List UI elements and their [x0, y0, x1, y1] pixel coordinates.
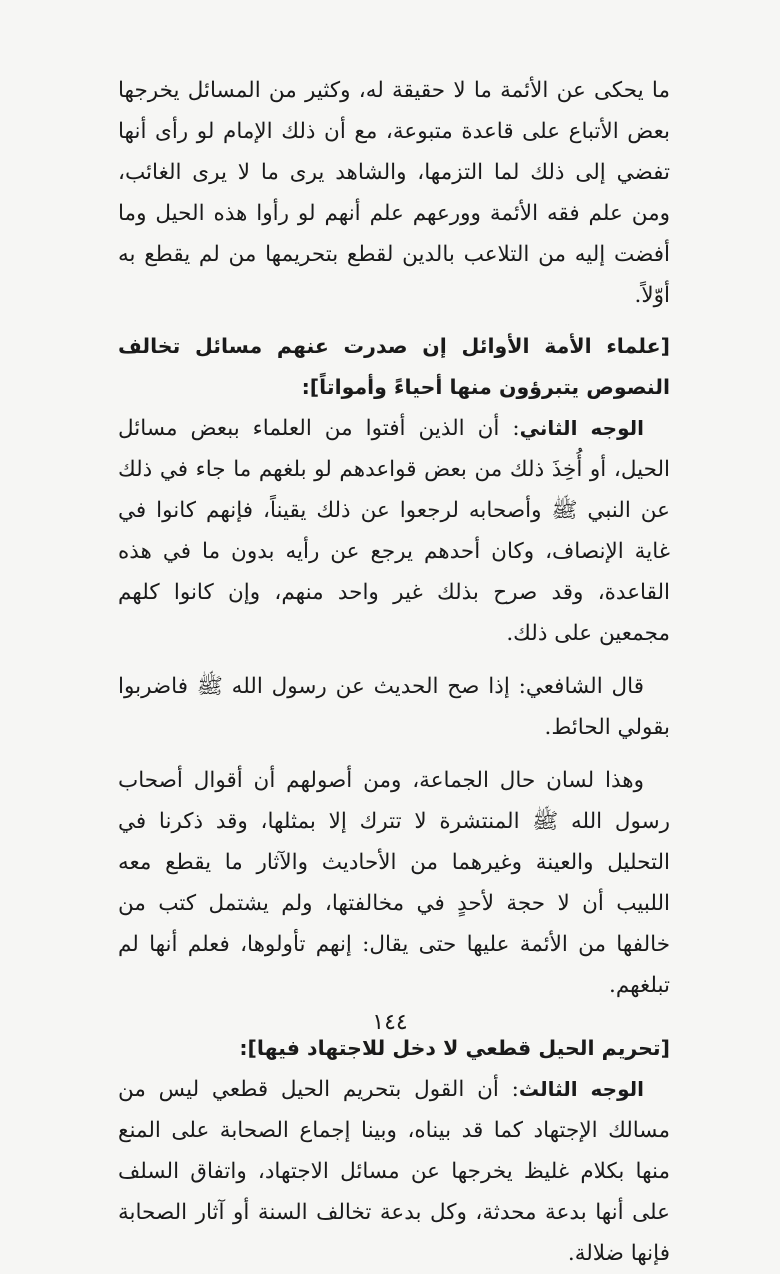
third-aspect-label: الوجه الثالث — [518, 1077, 644, 1101]
section-heading-prohibition: [تحريم الحيل قطعي لا دخل للاجتهاد فيها]: — [239, 1036, 670, 1060]
paragraph-third-aspect — [118, 1069, 670, 1274]
second-aspect-text: : أن الذين أفتوا من العلماء ببعض مسائل الحيل، أو أُخِذَ ذلك من بعض قواعدهم لو بلغهم ما جاء في ذلك عن النبي ﷺ وأصحابه لرجعوا عن ذلك يقيناً، فإنهم كانوا في غاية الإنصاف، وكان أحدهم يرجع عن رأيه بدون ما في هذه القاعدة، وقد صرح بذلك غير واحد منهم، وإن كانوا كلهم مجمعين على ذلك. — [118, 416, 670, 646]
page-body — [118, 70, 670, 1274]
paragraph-companions: وهذا لسان حال الجماعة، ومن أصولهم أن أقوال أصحاب رسول الله ﷺ المنتشرة لا تترك إلا بمثلها، وقد ذكرنا في التحليل والعينة وغيرهما من الأحاديث والآثار ما يقطع معه اللبيب أن لا حجة لأحدٍ في مخالفتها، ولم يشتمل كتب من خالفها من الأئمة عليها حتى يقال: إنهم تأولوها، فعلم أنها لم تبلغهم. — [118, 768, 670, 998]
second-aspect-label: الوجه الثاني — [519, 416, 644, 440]
paragraph-shafii-quote: قال الشافعي: إذا صح الحديث عن رسول الله ﷺ فاضربوا بقولي الحائط. — [118, 674, 670, 740]
paragraph-continuation: ما يحكى عن الأئمة ما لا حقيقة له، وكثير من المسائل يخرجها بعض الأتباع على قاعدة متبوعة، مع أن ذلك الإمام لو رأى أنها تفضي إلى ذلك لما التزمها، والشاهد يرى ما لا يرى الغائب، ومن علم فقه الأئمة وورعهم علم أنهم لو رأوا هذه الحيل وما أفضت إليه من التلاعب بالدين لقطع بتحريمها من لم يقطع به أوّلاً. — [118, 78, 670, 308]
section-heading-scholars: [علماء الأمة الأوائل إن صدرت عنهم مسائل تخالف النصوص يتبرؤون منها أحياءً وأمواتاً]: — [118, 334, 670, 399]
page-number: ١٤٤ — [372, 1010, 408, 1035]
third-aspect-text: : أن القول بتحريم الحيل قطعي ليس من مسالك الإجتهاد كما قد بيناه، وبينا إجماع الصحابة على المنع منها بكلام غليظ يخرجها عن مسائل الاجتهاد، واتفاق السلف على أنها بدعة محدثة، وكل بدعة تخالف السنة أو آثار الصحابة فإنها ضلالة. — [118, 1077, 670, 1266]
paragraph-second-aspect — [118, 408, 670, 654]
